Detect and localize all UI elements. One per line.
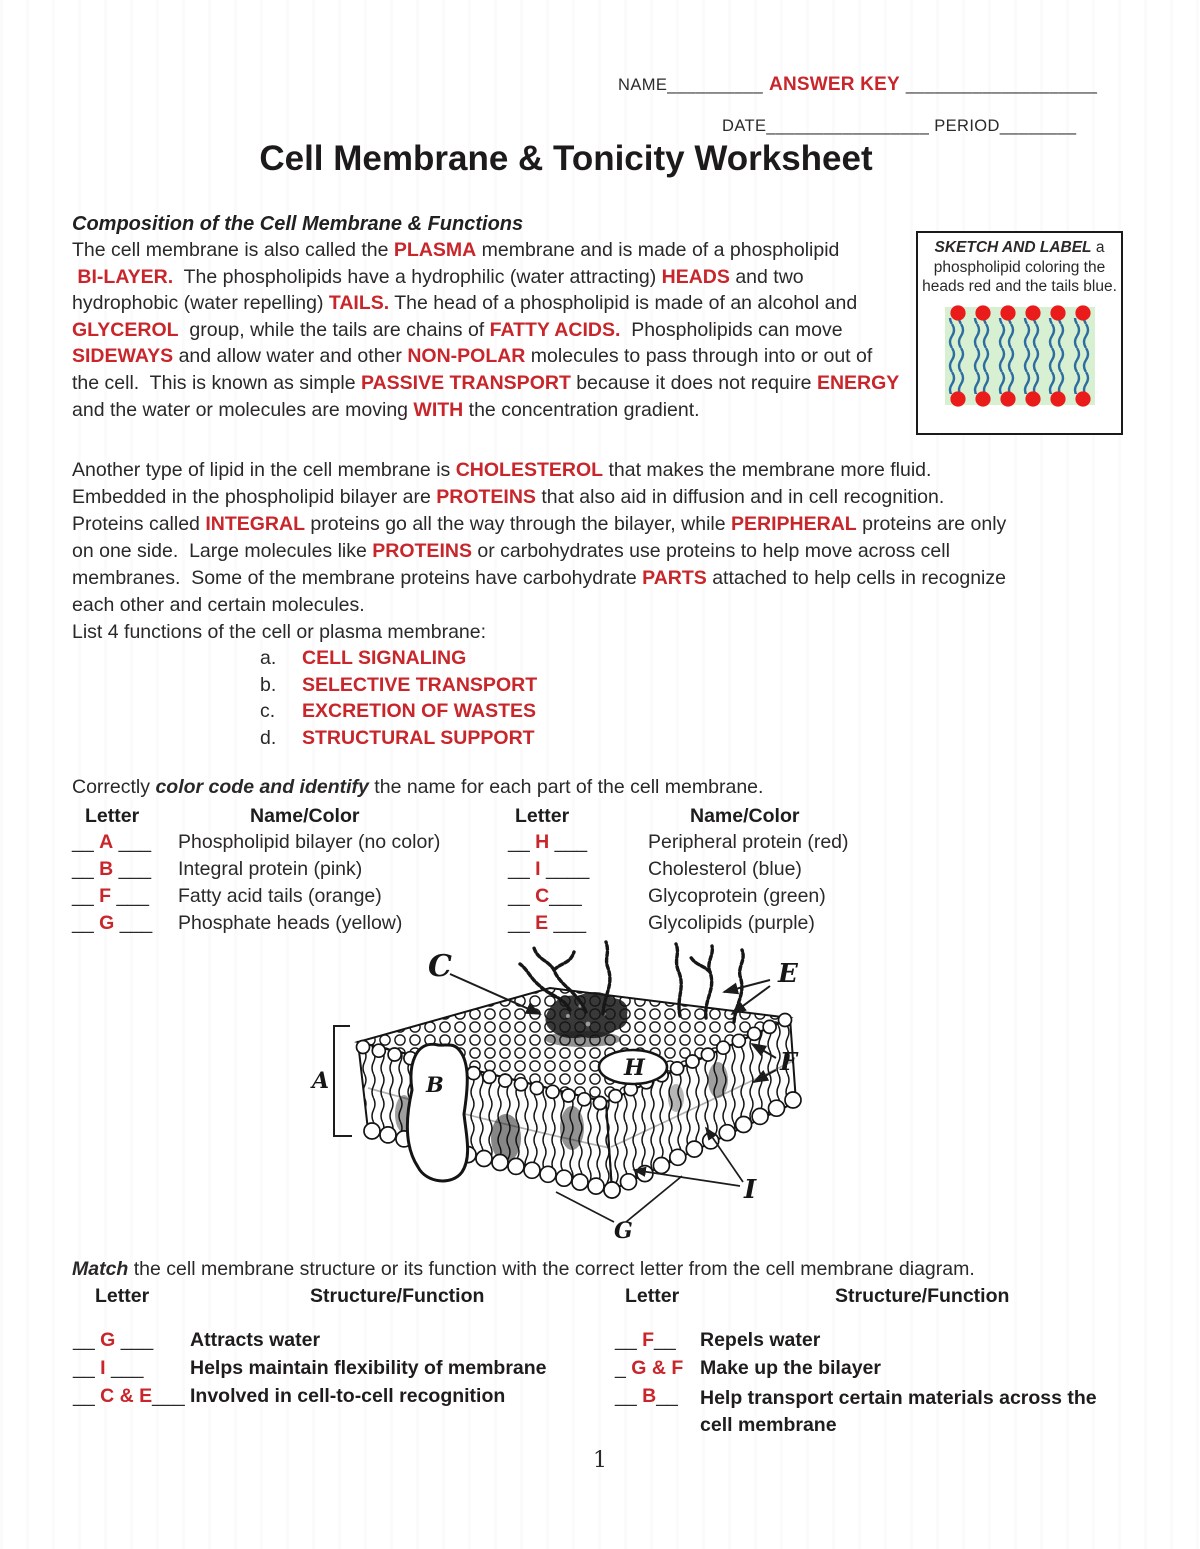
match-letter-blank: __ C & E___ (73, 1385, 185, 1407)
match-text: Make up the bilayer (700, 1357, 881, 1379)
text-run: that makes the membrane more fluid. (603, 459, 932, 481)
period-blank: ________ (999, 117, 1077, 135)
cc-name: Phospholipid bilayer (no color) (178, 831, 441, 853)
phosphate-head-circle (785, 1092, 801, 1108)
text-run: The head of a phospholipid is made of an alcohol and (389, 292, 858, 315)
phosphate-head-circle (530, 1082, 543, 1095)
text-run: SIDEWAYS (72, 345, 174, 368)
text-run: hydrophobic (water repelling) (72, 292, 329, 315)
list-letter: b. (260, 673, 277, 696)
cc-letter-blank: __ F ___ (72, 885, 149, 907)
text-line (72, 592, 1006, 619)
diagram-label-h: H (624, 1055, 645, 1081)
phosphate-head-circle (701, 1048, 714, 1061)
phosphate-head-circle (572, 1174, 588, 1190)
date-blank: _________________ (766, 117, 930, 135)
phosphate-head-circle (546, 1085, 559, 1098)
cc-letter-blank: __ B ___ (72, 858, 152, 880)
phosphate-head-circle (578, 1093, 591, 1106)
text-run: the cell. This is known as simple (72, 371, 362, 394)
table-row (0, 1385, 1200, 1436)
cc-name: Fatty acid tails (orange) (178, 885, 382, 907)
match-instruction (72, 1256, 975, 1283)
diagram-label-c: C (428, 949, 452, 984)
list-answer: STRUCTURAL SUPPORT (302, 726, 535, 749)
text-run: group, while the tails are chains of (178, 318, 490, 341)
phosphate-head-circle (609, 1090, 622, 1103)
phosphate-head-circle (357, 1041, 370, 1054)
match-letter-blank: __ B__ (615, 1385, 678, 1407)
text-run: PERIPHERAL (731, 513, 857, 535)
text-run: the concentration gradient. (463, 398, 700, 421)
phosphate-head-circle (588, 1178, 604, 1194)
match-letter-blank: __ I ___ (73, 1357, 144, 1379)
intro-paragraph (72, 237, 899, 423)
text-run: SKETCH AND LABEL (934, 239, 1092, 256)
phosphate-head-circle (769, 1100, 785, 1116)
cc-header-name1: Name/Color (250, 805, 360, 827)
phosphate-head-circle (380, 1127, 396, 1143)
list-item (260, 672, 537, 699)
text-run: proteins are only (856, 513, 1007, 535)
table-row (0, 885, 1200, 912)
text-run: NON-POLAR (407, 345, 526, 368)
integral-protein-blob (407, 1044, 467, 1181)
cc-letter-blank: __ C___ (508, 885, 582, 907)
phosphate-head-circle (372, 1044, 385, 1057)
name-line (618, 74, 1097, 96)
phosphate-head-circle (388, 1048, 401, 1061)
cc-letter-blank: __ G ___ (72, 912, 153, 934)
diagram-label-f: F (780, 1047, 798, 1076)
text-run: proteins go all the way through the bilayer, while (305, 513, 732, 535)
text-run: that also aid in diffusion and in cell recognition. (535, 486, 945, 508)
text-run: PASSIVE TRANSPORT (361, 371, 571, 394)
cc-header-letter1: Letter (85, 805, 140, 827)
text-line (72, 264, 899, 291)
text-run: GLYCEROL (72, 318, 179, 341)
text-line (72, 237, 899, 264)
text-run: a phospholipid coloring the heads red and the tails blue. (922, 239, 1117, 295)
diagram-label-a: A (312, 1068, 330, 1094)
section-heading-composition: Composition of the Cell Membrane & Functions (72, 213, 524, 235)
text-run: the cell membrane structure or its function with the correct letter from the cell membrane diagram. (128, 1258, 975, 1280)
text-run: membrane and is made of a phospholipid (476, 239, 840, 261)
list-letter: c. (260, 700, 276, 723)
match-letter-blank: _ G & F (615, 1357, 684, 1379)
bilayer-bracket (334, 1026, 352, 1136)
date-line (722, 117, 1076, 136)
phosphate-head-circle (467, 1067, 480, 1080)
phosphate-head-circle (779, 1014, 792, 1027)
phosphate-head-circle (604, 1182, 620, 1198)
cholesterol-paragraph (72, 457, 1006, 619)
text-run: and two (729, 265, 804, 288)
text-run: ENERGY (816, 371, 900, 394)
text-run: Proteins called (72, 513, 206, 535)
list-intro: List 4 functions of the cell or plasma membrane: (72, 621, 487, 643)
cc-name: Peripheral protein (red) (648, 831, 849, 853)
list-item (260, 725, 537, 752)
phosphate-head-circle (752, 1108, 768, 1124)
text-run: the name for each part of the cell membrane. (368, 776, 764, 798)
phosphate-head-circle (562, 1089, 575, 1102)
text-line (72, 317, 899, 344)
phosphate-head-circle (540, 1166, 556, 1182)
phosphate-head-circle (686, 1055, 699, 1068)
text-run: WITH (413, 398, 464, 421)
text-run: HEADS (661, 265, 730, 288)
phosphate-head-circle (717, 1041, 730, 1054)
phosphate-head-circle (763, 1020, 776, 1033)
list-answer: SELECTIVE TRANSPORT (302, 673, 538, 696)
match-header-sf1: Structure/Function (310, 1285, 485, 1307)
sketch-box-caption (918, 238, 1121, 297)
cc-header-name2: Name/Color (690, 805, 800, 827)
diagram-label-i: I (744, 1175, 757, 1205)
cc-letter-blank: __ E ___ (508, 912, 587, 934)
text-line (72, 290, 899, 317)
text-run: molecules to pass through into or out of (525, 345, 873, 368)
text-line (72, 457, 1006, 484)
match-text: Involved in cell-to-cell recognition (190, 1385, 506, 1407)
list-letter: d. (260, 726, 277, 749)
list-answer: EXCRETION OF WASTES (302, 700, 537, 723)
phosphate-head-circle (748, 1027, 761, 1040)
text-run: The phospholipids have a hydrophilic (water attracting) (173, 265, 662, 288)
phosphate-head-circle (483, 1070, 496, 1083)
answer-key-value: ANSWER KEY (769, 74, 900, 95)
phosphate-head-circle (594, 1097, 607, 1110)
text-run: PLASMA (393, 239, 477, 261)
text-run: INTEGRAL (205, 513, 305, 535)
phosphate-head-circle (499, 1074, 512, 1087)
phosphate-head-circle (653, 1158, 669, 1174)
text-run: PROTEINS (372, 540, 472, 562)
cc-name: Glycoprotein (green) (648, 885, 826, 907)
phosphate-head-circle (364, 1123, 380, 1139)
phosphate-head-circle (556, 1170, 572, 1186)
name-blank: __________ (667, 76, 764, 94)
phosphate-head-circle (686, 1141, 702, 1157)
list-answer: CELL SIGNALING (302, 647, 467, 669)
text-run: TAILS. (328, 292, 390, 315)
text-run: Embedded in the phospholipid bilayer are (72, 486, 437, 508)
match-header-letter1: Letter (95, 1285, 150, 1307)
text-run: CHOLESTEROL (455, 459, 604, 481)
sketch-and-label-box (916, 231, 1123, 435)
phosphate-head-circle (621, 1174, 637, 1190)
match-letter-blank: __ F__ (615, 1329, 676, 1351)
text-run: The cell membrane is also called the (72, 239, 394, 261)
cc-letter-blank: __ A ___ (72, 831, 152, 853)
phosphate-head-circle (476, 1151, 492, 1167)
phospholipid-bilayer-graphic (944, 300, 1096, 412)
match-header-letter2: Letter (625, 1285, 680, 1307)
phosphate-head-circle (524, 1162, 540, 1178)
match-text: Helps maintain flexibility of membrane (190, 1357, 547, 1379)
text-run: Phospholipids can move (620, 318, 843, 341)
match-text: Attracts water (190, 1329, 321, 1351)
phosphate-head-circle (508, 1158, 524, 1174)
cc-name: Glycolipids (purple) (648, 912, 815, 934)
phosphate-head-circle (736, 1117, 752, 1133)
match-header-sf2: Structure/Function (835, 1285, 1010, 1307)
text-run: attached to help cells in recognize (706, 567, 1006, 589)
cc-name: Cholesterol (blue) (648, 858, 802, 880)
table-row (0, 831, 1200, 858)
functions-list (260, 645, 537, 751)
text-run: and the water or molecules are moving (72, 398, 414, 421)
text-run: membranes. Some of the membrane proteins have carbohydrate (72, 567, 643, 589)
list-letter: a. (260, 647, 277, 669)
cc-letter-blank: __ H ___ (508, 831, 588, 853)
text-run: Match (72, 1258, 129, 1280)
page-number: 1 (593, 1448, 607, 1473)
color-code-instruction (72, 776, 763, 799)
text-run: and allow water and other (173, 345, 408, 368)
table-row (0, 858, 1200, 885)
text-line (72, 397, 899, 424)
match-text: Repels water (700, 1329, 821, 1351)
text-run: FATTY ACIDS. (489, 318, 621, 341)
name-blank2: ____________________ (905, 76, 1098, 94)
text-line (72, 538, 1006, 565)
name-label: NAME (618, 76, 668, 94)
phosphate-head-circle (671, 1062, 684, 1075)
match-letter-blank: __ G ___ (73, 1329, 154, 1351)
phosphate-head-circle (670, 1149, 686, 1165)
text-run: because it does not require (570, 371, 817, 394)
page-title: Cell Membrane & Tonicity Worksheet (259, 139, 873, 178)
tails-zigzag-area (946, 318, 1096, 394)
date-label: DATE (722, 117, 767, 135)
cc-header-letter2: Letter (515, 805, 570, 827)
cell-membrane-diagram (288, 930, 848, 1252)
match-text: Help transport certain materials across the cell membrane (700, 1387, 1097, 1436)
text-line (72, 484, 1006, 511)
text-line (72, 370, 899, 397)
text-run: on one side. Large molecules like (72, 540, 373, 562)
text-run: or carbohydrates use proteins to help move across cell (471, 540, 950, 562)
cc-letter-blank: __ I ____ (508, 858, 590, 880)
text-line (72, 565, 1006, 592)
diagram-label-e: E (778, 959, 798, 989)
phosphate-head-circle (492, 1155, 508, 1171)
list-item (260, 645, 537, 672)
text-run: each other and certain molecules. (72, 594, 365, 616)
diagram-label-g: G (614, 1218, 633, 1244)
text-run: BI-LAYER. (77, 265, 174, 288)
text-run: color code and identify (155, 776, 369, 798)
text-run: Another type of lipid in the cell membrane is (72, 459, 456, 481)
text-run: Correctly (72, 776, 156, 798)
phosphate-head-circle (637, 1166, 653, 1182)
list-item (260, 698, 537, 725)
phosphate-head-circle (719, 1125, 735, 1141)
text-line (72, 343, 899, 370)
text-line (72, 511, 1006, 538)
diagram-label-b: B (426, 1072, 444, 1097)
period-label: PERIOD (934, 117, 1000, 135)
table-row (0, 1357, 1200, 1384)
phosphate-head-circle (732, 1034, 745, 1047)
text-run: PARTS (642, 567, 707, 589)
cc-name: Phosphate heads (yellow) (178, 912, 403, 934)
phosphate-head-circle (515, 1078, 528, 1091)
table-row (0, 1329, 1200, 1356)
text-run: PROTEINS (436, 486, 536, 508)
cc-name: Integral protein (pink) (178, 858, 363, 880)
